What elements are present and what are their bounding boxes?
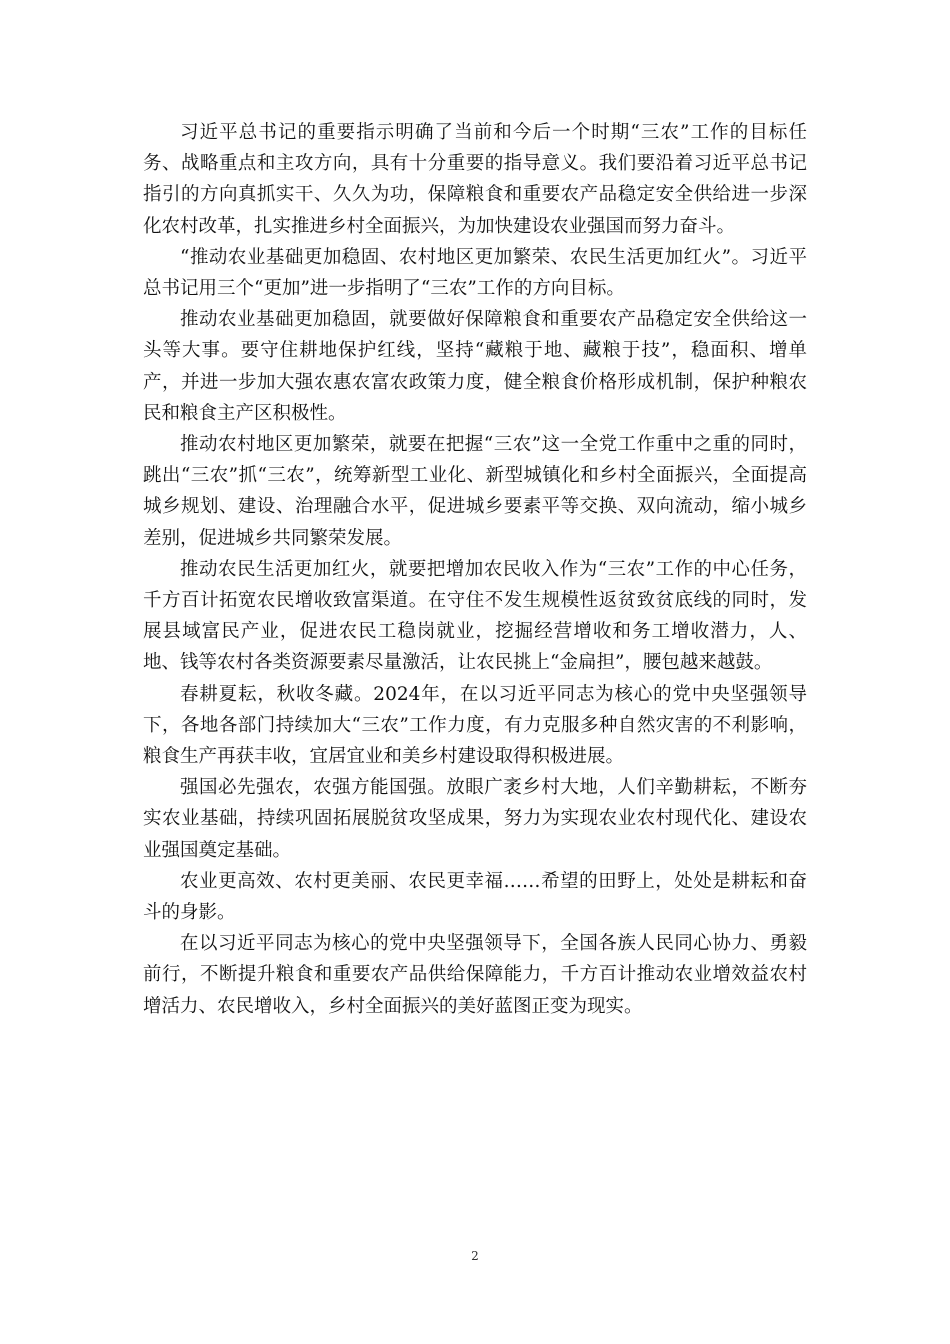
paragraph-7: 强国必先强农，农强方能国强。放眼广袤乡村大地，人们辛勤耕耘，不断夯实农业基础，持续巩固拓展脱贫攻坚成果，努力为实现农业农村现代化、建设农业强国奠定基础。	[143, 777, 807, 861]
paragraph-5: 推动农民生活更加红火，就要把增加农民收入作为“三农”工作的中心任务，千方百计拓宽农民增收致富渠道。在守住不发生规模性返贫致贫底线的同时，发展县域富民产业，促进农民工稳岗就业，挖掘经营增收和务工增收潜力，人、地、钱等农村各类资源要素尽量激活，让农民挑上“金扁担”，腰包越来越鼓。	[143, 558, 807, 674]
article-body	[143, 117, 807, 1022]
paragraph-3: 推动农业基础更加稳固，就要做好保障粮食和重要农产品稳定安全供给这一头等大事。要守住耕地保护红线，坚持“藏粮于地、藏粮于技”，稳面积、增单产，并进一步加大强农惠农富农政策力度，健全粮食价格形成机制，保护种粮农民和粮食主产区积极性。	[143, 309, 807, 424]
paragraph-6: 春耕夏耘，秋收冬藏。2024年，在以习近平同志为核心的党中央坚强领导下，各地各部门持续加大“三农”工作力度，有力克服多种自然灾害的不利影响，粮食生产再获丰收，宜居宜业和美乡村建设取得积极进展。	[143, 683, 807, 768]
paragraph-2: “推动农业基础更加稳固、农村地区更加繁荣、农民生活更加红火”。习近平总书记用三个“更加”进一步指明了“三农”工作的方向目标。	[143, 246, 807, 300]
paragraph-8: 农业更高效、农村更美丽、农民更幸福……希望的田野上，处处是耕耘和奋斗的身影。	[143, 870, 807, 924]
paragraph-4: 推动农村地区更加繁荣，就要在把握“三农”这一全党工作重中之重的同时，跳出“三农”抓“三农”，统筹新型工业化、新型城镇化和乡村全面振兴，全面提高城乡规划、建设、治理融合水平，促进城乡要素平等交换、双向流动，缩小城乡差别，促进城乡共同繁荣发展。	[143, 434, 807, 549]
paragraph-9: 在以习近平同志为核心的党中央坚强领导下，全国各族人民同心协力、勇毅前行，不断提升粮食和重要农产品供给保障能力，千方百计推动农业增效益农村增活力、农民增收入，乡村全面振兴的美好蓝图正变为现实。	[143, 933, 807, 1017]
page-number: 2	[471, 1249, 479, 1263]
paragraph-1: 习近平总书记的重要指示明确了当前和今后一个时期“三农”工作的目标任务、战略重点和主攻方向，具有十分重要的指导意义。我们要沿着习近平总书记指引的方向真抓实干、久久为功，保障粮食和重要农产品稳定安全供给进一步深化农村改革，扎实推进乡村全面振兴，为加快建设农业强国而努力奋斗。	[143, 122, 807, 237]
